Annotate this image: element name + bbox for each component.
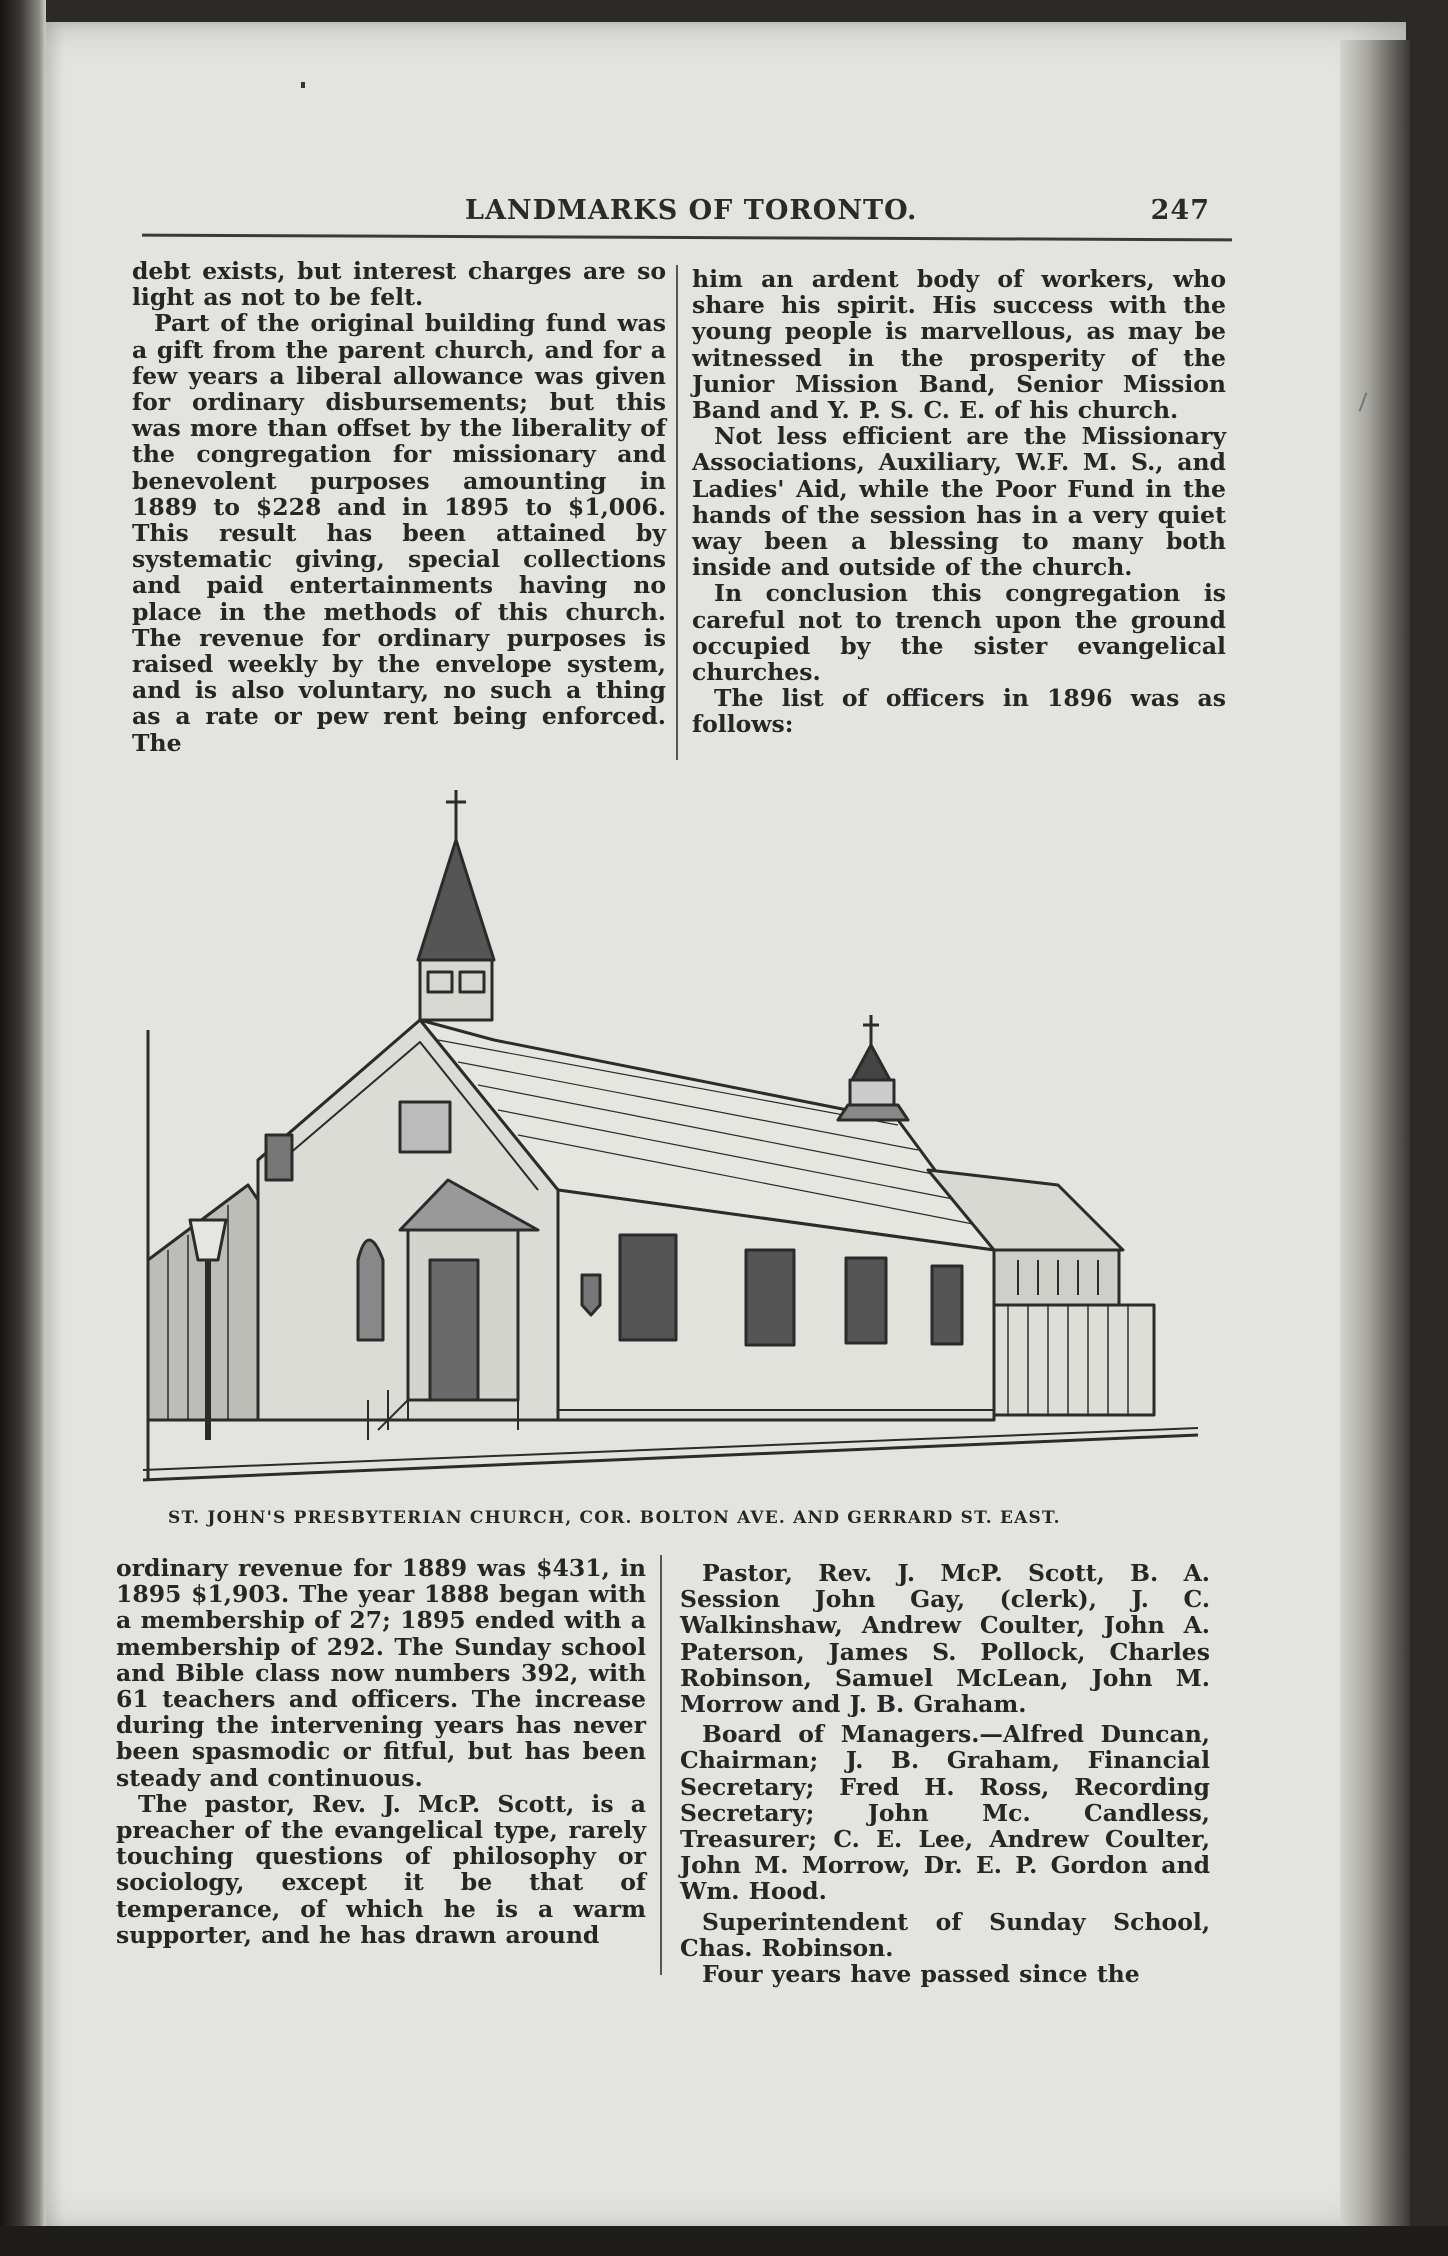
paragraph: Part of the original building fund was a gift from the parent church, and for a few years a liberal allowance was given for ordinary disbursements; but this was more than offset by the liberality of the congregation for missionary and benevolent purposes amounting in 1889 to $228 and in 1895 to $1,006. This result has been attained by systematic giving, special collections and paid entertainments having no place in the methods of this church. The revenue for ordinary purposes is raised weekly by the envelope system, and is also voluntary, no such a thing as a rate or pew rent being enforced. The: [132, 309, 666, 757]
paragraph: Four years have passed since the: [702, 1960, 1140, 1989]
church-engraving: [138, 780, 1200, 1502]
officer-list-superintendent: Superintendent of Sunday School, Chas. Robinson.: [680, 1907, 1210, 1962]
church-illustration: [138, 780, 1200, 1502]
paragraph: Not less efficient are the Missionary Associations, Auxiliary, W.F. M. S., and Ladies' Aid, while the Poor Fund in the hands of the session has in a very quiet way been a blessing to many both inside and outside of the church.: [692, 422, 1226, 582]
paragraph: debt exists, but interest charges are so light as not to be felt.: [132, 257, 666, 312]
figure-caption: ST. JOHN'S PRESBYTERIAN CHURCH, COR. BOLTON AVE. AND GERRARD ST. EAST.: [168, 1508, 1061, 1528]
officer-list-managers: Board of Managers.—Alfred Duncan, Chairman; J. B. Graham, Financial Secretary; Fred H. Ross, Recording Secretary; John Mc. Candless, Treasurer; C. E. Lee, Andrew Coulter, John M. Morrow, Dr. E. P. Gordon and Wm. Hood.: [680, 1720, 1210, 1906]
column-divider: [660, 1555, 662, 1975]
paragraph: The list of officers in 1896 was as follows:: [692, 684, 1226, 739]
page-bottom-shadow: [0, 2226, 1448, 2256]
running-title: LANDMARKS OF TORONTO.: [465, 195, 918, 226]
paragraph: In conclusion this congregation is careful not to trench upon the ground occupied by the sister evangelical churches.: [692, 579, 1226, 687]
page-number: 247: [1150, 195, 1210, 226]
officer-list-pastor: Pastor, Rev. J. McP. Scott, B. A. Session John Gay, (clerk), J. C. Walkinshaw, Andrew Coulter, John A. Paterson, James S. Pollock, Charles Robinson, Samuel McLean, John M. Morrow and J. B. Graham.: [680, 1559, 1210, 1719]
column-right-bottom: [680, 1560, 1210, 1987]
paragraph: The pastor, Rev. J. McP. Scott, is a preacher of the evangelical type, rarely touching questions of philosophy or sociology, except it be that of temperance, of which he is a warm supporter, and he has drawn around: [116, 1789, 646, 1949]
book-spine-shadow: [0, 0, 46, 2256]
running-header: [140, 195, 1210, 235]
page-edge-shadow: [1340, 40, 1410, 2230]
column-left-top: [132, 258, 666, 756]
ink-speck: [301, 82, 305, 88]
column-right-top: [692, 266, 1226, 738]
column-divider: [676, 265, 678, 760]
column-left-bottom: [116, 1555, 646, 1948]
paragraph: ordinary revenue for 1889 was $431, in 1895 $1,903. The year 1888 began with a membership of 27; 1895 ended with a membership of 292. The Sunday school and Bible class now numbers 392, with 61 teachers and officers. The increase during the intervening years has never been spasmodic or fitful, but has been steady and continuous.: [116, 1554, 646, 1792]
paragraph: him an ardent body of workers, who share his spirit. His success with the young people is marvellous, as may be witnessed in the prosperity of the Junior Mission Band, Senior Mission Band and Y. P. S. C. E. of his church.: [692, 265, 1226, 425]
